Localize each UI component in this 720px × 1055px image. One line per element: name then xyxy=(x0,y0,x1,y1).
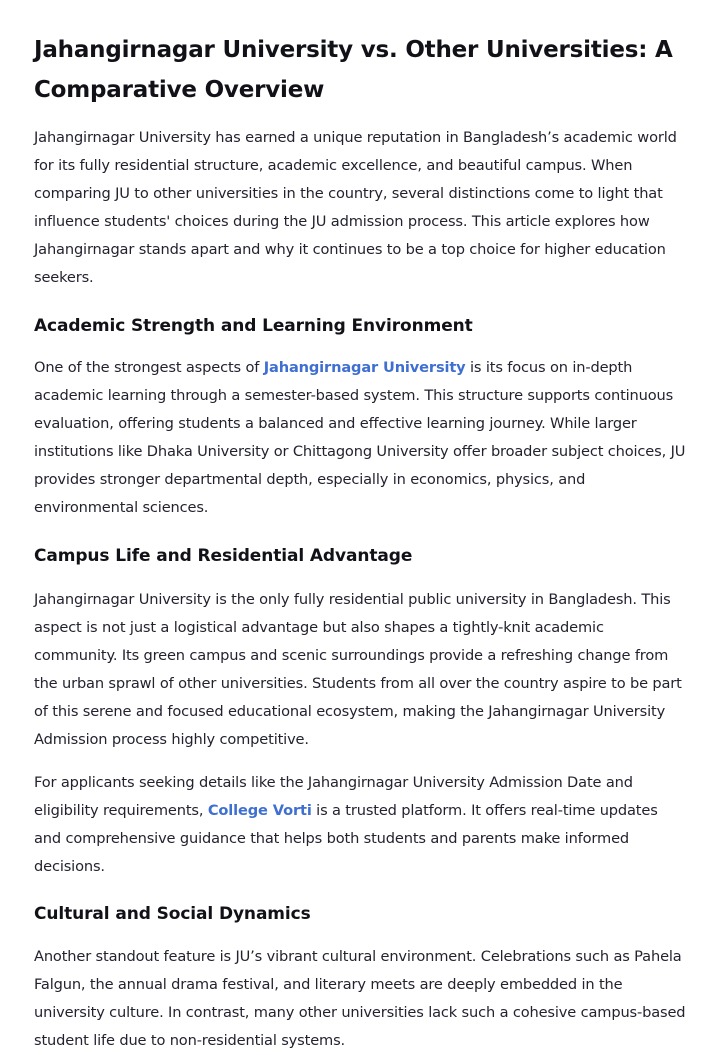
academic-text-before-link: One of the strongest aspects of xyxy=(34,359,264,376)
applicants-text-after-link: is a trusted platform. It offers real-time updates and comprehensive guidance that helps both students and parents make informed decisions. xyxy=(34,802,658,875)
intro-paragraph: Jahangirnagar University has earned a unique reputation in Bangladesh’s academic world for its fully residential structure, academic excellence, and beautiful campus. When comparing JU to other universities in the country, several distinctions come to light that influence students' choices during the JU admission process. This article explores how Jahangirnagar stands apart and why it continues to be a top choice for higher education seekers. xyxy=(34,129,677,286)
academic-paragraph xyxy=(34,354,686,522)
campus-paragraph: Jahangirnagar University is the only fully residential public university in Bangladesh. This aspect is not just a logistical advantage but also shapes a tightly-knit academic community. Its green campus and scenic surroundings provide a refreshing change from the urban sprawl of other universities. Students from all over the country aspire to be part of this serene and focused educational ecosystem, making the Jahangirnagar University Admission process highly competitive. xyxy=(34,591,682,748)
jahangirnagar-university-link[interactable]: Jahangirnagar University xyxy=(263,359,466,376)
section-heading-campus: Campus Life and Residential Advantage xyxy=(34,546,413,566)
section-heading-cultural: Cultural and Social Dynamics xyxy=(34,904,311,924)
academic-text-after-link: is its focus on in-depth academic learning through a semester-based system. This structure supports continuous evaluation, offering students a balanced and effective learning journey. While larger institutions like Dhaka University or Chittagong University offer broader subject choices, JU provides stronger departmental depth, especially in economics, physics, and environmental sciences. xyxy=(34,359,686,516)
applicants-text-before-link: For applicants seeking details like the Jahangirnagar University Admission Date and eligibility requirements, xyxy=(34,774,633,819)
section-heading-academic: Academic Strength and Learning Environment xyxy=(34,316,473,336)
college-vorti-link[interactable]: College Vorti xyxy=(207,802,312,819)
applicants-paragraph xyxy=(34,769,686,881)
article-title: Jahangirnagar University vs. Other Universities: A Comparative Overview xyxy=(34,37,673,103)
cultural-paragraph: Another standout feature is JU’s vibrant cultural environment. Celebrations such as Pahela Falgun, the annual drama festival, and literary meets are deeply embedded in the university culture. In contrast, many other universities lack such a cohesive campus-based student life due to non-residential systems. xyxy=(34,948,686,1049)
